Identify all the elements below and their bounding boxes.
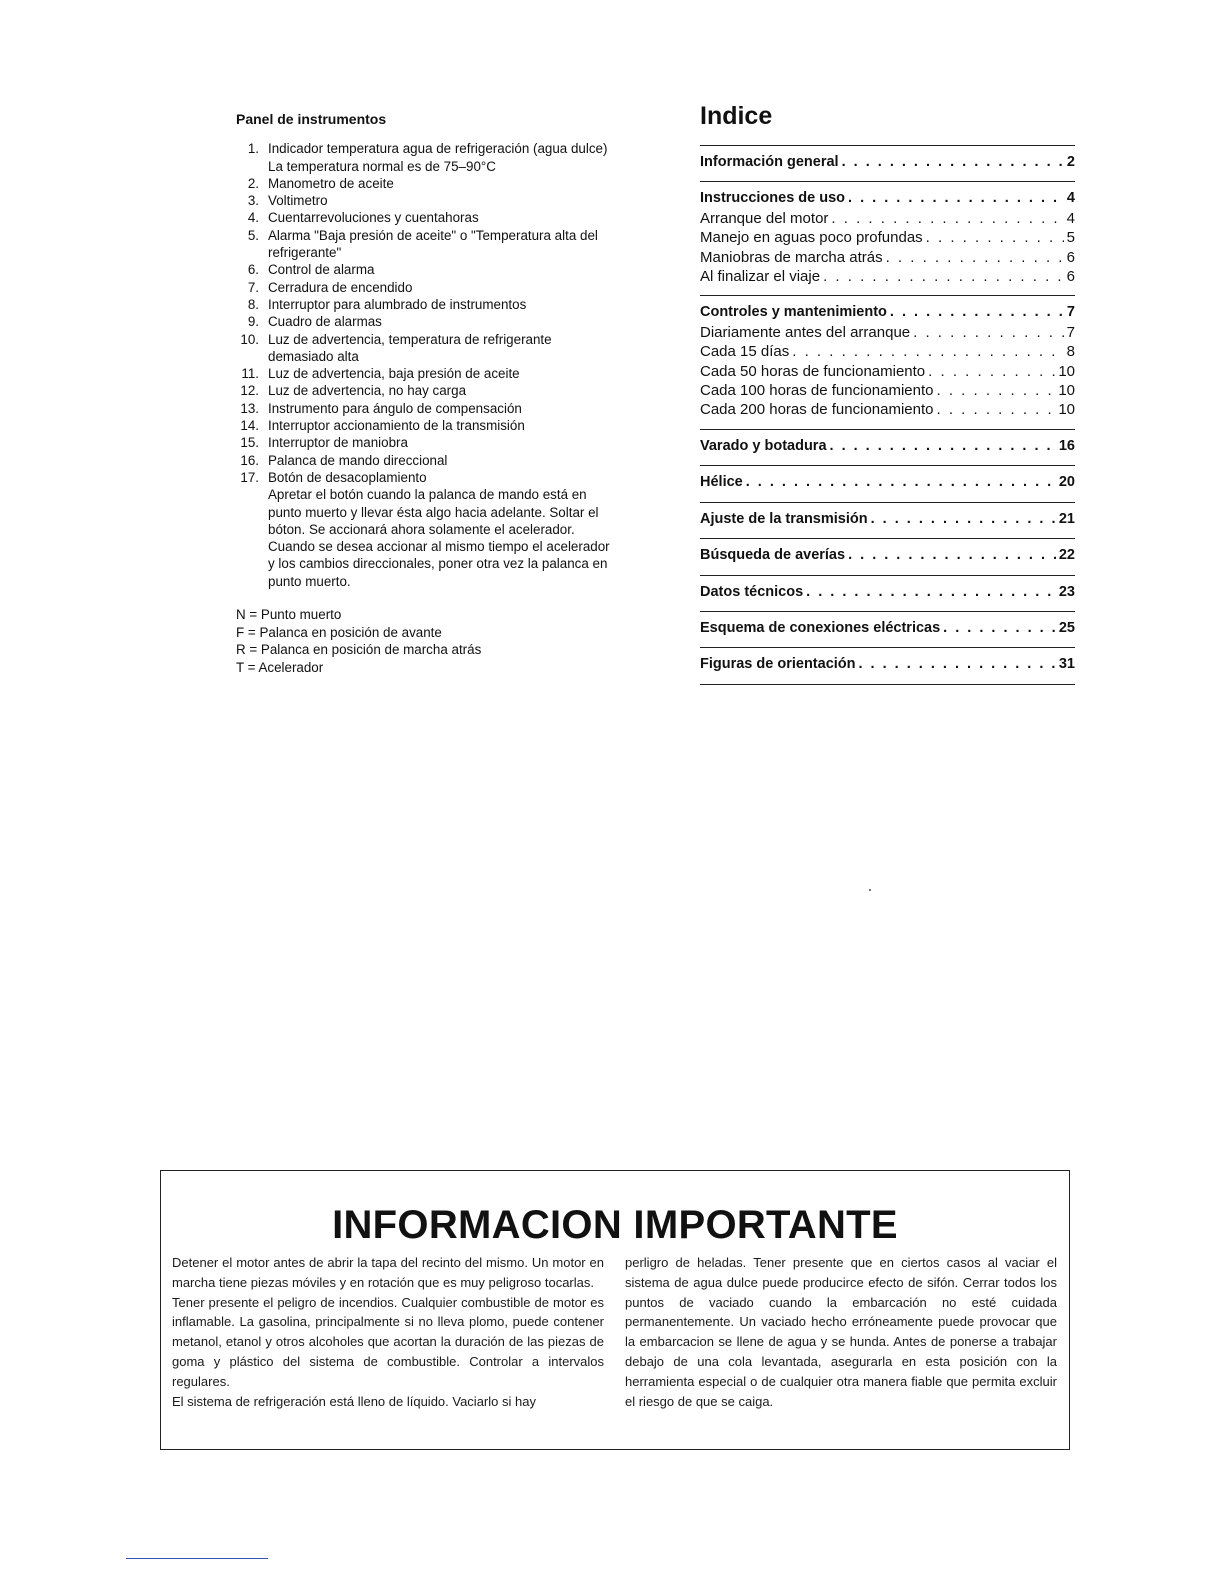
panel-item-text: Alarma "Baja presión de aceite" o "Temperatura alta del refrigerante" — [268, 227, 598, 261]
index-entry-label: Ajuste de la transmisión — [700, 510, 868, 527]
index-entry-page: 4 — [1066, 209, 1075, 227]
panel-item-number: 6. — [247, 262, 259, 278]
panel-item-number: 12. — [240, 383, 259, 399]
leader-dots — [848, 189, 1064, 208]
panel-item — [236, 400, 616, 417]
panel-item-text: Control de alarma — [268, 262, 375, 278]
index-entry[interactable] — [700, 400, 1075, 419]
index-section — [700, 538, 1075, 574]
panel-item — [236, 452, 616, 469]
panel-item-body — [268, 261, 616, 278]
panel-item-body — [268, 140, 616, 175]
panel-item-body — [268, 400, 616, 417]
index-entry[interactable] — [700, 437, 1075, 456]
index-entry-page: 6 — [1066, 268, 1075, 286]
panel-item — [236, 175, 616, 192]
panel-item-text: Interruptor de maniobra — [268, 435, 408, 451]
index-entry-label: Datos técnicos — [700, 583, 804, 600]
index-entry[interactable] — [700, 267, 1075, 286]
index-entry[interactable] — [700, 228, 1075, 247]
important-left-column — [172, 1253, 604, 1411]
index-entry-page: 2 — [1066, 154, 1075, 170]
leader-dots — [913, 323, 1064, 342]
index-entry-label: Cada 100 horas de funcionamiento — [700, 382, 934, 400]
leader-dots — [871, 510, 1056, 529]
panel-item-list — [236, 140, 616, 590]
panel-item-note: La temperatura normal es de 75–90°C — [268, 158, 496, 174]
index-entry-page: 7 — [1066, 323, 1075, 341]
index-entry-page: 10 — [1058, 401, 1075, 419]
index-section — [700, 145, 1075, 181]
index-sections — [700, 145, 1075, 685]
index-entry-label: Varado y botadura — [700, 437, 827, 454]
index-entry-page: 8 — [1066, 343, 1075, 361]
panel-item — [236, 296, 616, 313]
index-entry[interactable] — [700, 153, 1075, 172]
leader-dots — [806, 583, 1056, 602]
panel-item-number: 9. — [247, 314, 259, 330]
leader-dots — [792, 342, 1063, 361]
panel-item — [236, 192, 616, 209]
index-entry[interactable] — [700, 303, 1075, 322]
panel-item-body — [268, 417, 616, 434]
panel-item-number: 8. — [247, 296, 259, 312]
panel-item-body — [268, 452, 616, 469]
leader-dots — [928, 362, 1055, 381]
index-entry-label: Maniobras de marcha atrás — [700, 248, 883, 266]
index-entry-page: 10 — [1058, 362, 1075, 380]
index-entry[interactable] — [700, 189, 1075, 208]
panel-item-number: 5. — [247, 227, 259, 243]
leader-dots — [886, 248, 1064, 267]
index-entry-page: 25 — [1058, 619, 1075, 636]
index-title: Indice — [700, 102, 773, 130]
index-section — [700, 575, 1075, 611]
panel-item-body — [268, 279, 616, 296]
panel-item-body — [268, 227, 616, 262]
index-entry[interactable] — [700, 342, 1075, 361]
legend-line: R = Palanca en posición de marcha atrás — [236, 642, 482, 658]
leader-dots — [937, 400, 1056, 419]
index-entry-page: 23 — [1058, 583, 1075, 600]
panel-item-text: Voltimetro — [268, 193, 328, 209]
panel-item-body — [268, 209, 616, 226]
index-entry-page: 16 — [1058, 437, 1075, 454]
panel-item-body — [268, 192, 616, 209]
panel-item — [236, 365, 616, 382]
panel-item-body — [268, 296, 616, 313]
index-entry-page: 4 — [1066, 190, 1075, 207]
panel-item-text: Manometro de aceite — [268, 175, 394, 191]
panel-item-number: 10. — [240, 331, 259, 347]
index-entry[interactable] — [700, 323, 1075, 342]
leader-dots — [937, 381, 1056, 400]
index-entry-label: Hélice — [700, 474, 743, 491]
panel-item-number: 1. — [247, 141, 259, 157]
panel-item-number: 7. — [247, 279, 259, 295]
panel-item-body — [268, 434, 616, 451]
index-entry-label: Cada 15 días — [700, 343, 790, 361]
panel-item-text: Luz de advertencia, baja presión de aceite — [268, 366, 520, 382]
index-section — [700, 181, 1075, 295]
panel-item-body — [268, 175, 616, 192]
panel-item-number: 4. — [247, 210, 259, 226]
index-entry[interactable] — [700, 510, 1075, 529]
index-entry-page: 22 — [1058, 547, 1075, 564]
important-title: INFORMACION IMPORTANTE — [332, 1203, 898, 1247]
panel-item-body — [268, 313, 616, 330]
index-entry-page: 6 — [1066, 248, 1075, 266]
leader-dots — [848, 546, 1056, 565]
panel-item-text: Instrumento para ángulo de compensación — [268, 400, 522, 416]
speck-mark — [869, 889, 871, 891]
index-entry[interactable] — [700, 248, 1075, 267]
panel-item-body — [268, 382, 616, 399]
index-section — [700, 611, 1075, 647]
index-entry-label: Esquema de conexiones eléctricas — [700, 619, 941, 636]
panel-item-number: 11. — [241, 366, 259, 382]
panel-item-number: 17. — [240, 469, 259, 485]
index-entry-page: 5 — [1066, 229, 1075, 247]
leader-dots — [890, 303, 1064, 322]
panel-item-text: Interruptor accionamiento de la transmisión — [268, 418, 525, 434]
instrument-panel-section — [236, 111, 616, 676]
index-entry-label: Información general — [700, 154, 839, 170]
panel-item-text: Indicador temperatura agua de refrigeración (agua dulce) — [268, 141, 608, 157]
index-entry-label: Diariamente antes del arranque — [700, 323, 911, 341]
index-section — [700, 647, 1075, 684]
index-entry-page: 7 — [1066, 304, 1075, 321]
panel-item-number: 2. — [247, 175, 259, 191]
leader-dots — [831, 209, 1063, 228]
panel-item — [236, 209, 616, 226]
index-entry[interactable] — [700, 546, 1075, 565]
panel-title: Panel de instrumentos — [236, 111, 387, 127]
index-entry-page: 21 — [1058, 510, 1075, 527]
panel-item-number: 14. — [240, 418, 259, 434]
index-entry-label: Figuras de orientación — [700, 656, 856, 673]
leader-dots — [859, 655, 1056, 674]
index-section — [700, 295, 1075, 428]
index-entry[interactable] — [700, 655, 1075, 674]
index-section — [700, 465, 1075, 501]
important-information-box — [160, 1170, 1070, 1450]
index-entry-label: Cada 200 horas de funcionamiento — [700, 401, 934, 419]
panel-item — [236, 140, 616, 175]
important-paragraph: perligro de heladas. Tener presente que en ciertos casos al vaciar el sistema de agua dulce puede producirce efecto de sifón. Cerrar todos los puntos de vaciado cuando la embarcación no esté cuidada permanentemente. Un vaciado hecho erróneamente puede provocar que la embarcacion se llene de agua y se hunda. Antes de ponerse a trabajar debajo de una cola levantada, asegurarla en esta posición con la herramienta especial o de cualquier otra manera fiable que permita excluir el riesgo de que se caiga. — [625, 1255, 1057, 1409]
index-entry[interactable] — [700, 619, 1075, 638]
index-entry-page: 31 — [1058, 656, 1075, 673]
index-section — [700, 502, 1075, 538]
panel-item — [236, 469, 616, 590]
index-section — [700, 429, 1075, 465]
index-entry-label: Controles y mantenimiento — [700, 304, 887, 321]
panel-item-note: Apretar el botón cuando la palanca de mando está en punto muerto y llevar ésta algo hacia adelante. Soltar el bóton. Se accionará ahora solamente el acelerador. Cuando se desea accionar al mismo tiempo el acelerador y los cambios direccionales, poner otra vez la palanca en punto muerto. — [268, 487, 610, 589]
index-entry-label: Arranque del motor — [700, 209, 829, 227]
panel-item — [236, 227, 616, 262]
legend-line: T = Acelerador — [236, 659, 324, 675]
panel-item-number: 13. — [240, 400, 259, 416]
leader-dots — [943, 619, 1056, 638]
index-entry-page: 20 — [1058, 474, 1075, 491]
important-right-column — [625, 1253, 1057, 1411]
panel-item-text: Cerradura de encendido — [268, 279, 413, 295]
panel-item — [236, 313, 616, 330]
leader-dots — [823, 267, 1064, 286]
table-of-contents — [700, 100, 1075, 685]
index-entry[interactable] — [700, 209, 1075, 228]
panel-item-text: Botón de desacoplamiento — [268, 469, 427, 485]
leader-dots — [830, 437, 1056, 456]
index-entry[interactable] — [700, 362, 1075, 381]
leader-dots — [746, 473, 1056, 492]
panel-item — [236, 382, 616, 399]
panel-item — [236, 279, 616, 296]
important-paragraph: El sistema de refrigeración está lleno de líquido. Vaciarlo si hay — [172, 1393, 536, 1409]
panel-item-text: Interruptor para alumbrado de instrumentos — [268, 296, 527, 312]
panel-legend — [236, 606, 616, 676]
panel-item-text: Cuentarrevoluciones y cuentahoras — [268, 210, 479, 226]
index-entry-label: Al finalizar el viaje — [700, 268, 821, 286]
panel-item-body — [268, 331, 616, 366]
important-paragraph: Tener presente el peligro de incendios. Cualquier combustible de motor es inflamable. La gasolina, principalmente si no lleva plomo, puede contener metanol, etanol y otros alcoholes que acortan la duración de las piezas de goma y plástico del sistema de combustible. Controlar a intervalos regulares. — [172, 1294, 604, 1389]
index-entry[interactable] — [700, 381, 1075, 400]
index-entry-page: 10 — [1058, 382, 1075, 400]
panel-item — [236, 331, 616, 366]
panel-item — [236, 434, 616, 451]
panel-item-text: Palanca de mando direccional — [268, 452, 448, 468]
panel-item-number: 15. — [240, 435, 259, 451]
panel-item-body — [268, 469, 616, 590]
panel-item-number: 16. — [240, 452, 259, 468]
page-footer-rule — [126, 1558, 268, 1559]
index-entry[interactable] — [700, 473, 1075, 492]
index-entry-label: Cada 50 horas de funcionamiento — [700, 362, 926, 380]
index-entry[interactable] — [700, 583, 1075, 602]
panel-item-text: Luz de advertencia, temperatura de refrigerante demasiado alta — [268, 331, 552, 364]
panel-item-number: 3. — [247, 193, 259, 209]
panel-item-text: Cuadro de alarmas — [268, 314, 382, 330]
index-entry-label: Instrucciones de uso — [700, 190, 846, 207]
index-entry-label: Búsqueda de averías — [700, 547, 846, 564]
panel-item — [236, 261, 616, 278]
legend-line: F = Palanca en posición de avante — [236, 624, 442, 640]
index-entry-label: Manejo en aguas poco profundas — [700, 229, 923, 247]
panel-item-text: Luz de advertencia, no hay carga — [268, 383, 467, 399]
leader-dots — [842, 153, 1064, 172]
important-paragraph: Detener el motor antes de abrir la tapa del recinto del mismo. Un motor en marcha tiene piezas móviles y en rotación que es muy peligroso tocarlas. — [172, 1255, 604, 1290]
legend-line: N = Punto muerto — [236, 607, 342, 623]
panel-item — [236, 417, 616, 434]
panel-item-body — [268, 365, 616, 382]
leader-dots — [926, 228, 1064, 247]
